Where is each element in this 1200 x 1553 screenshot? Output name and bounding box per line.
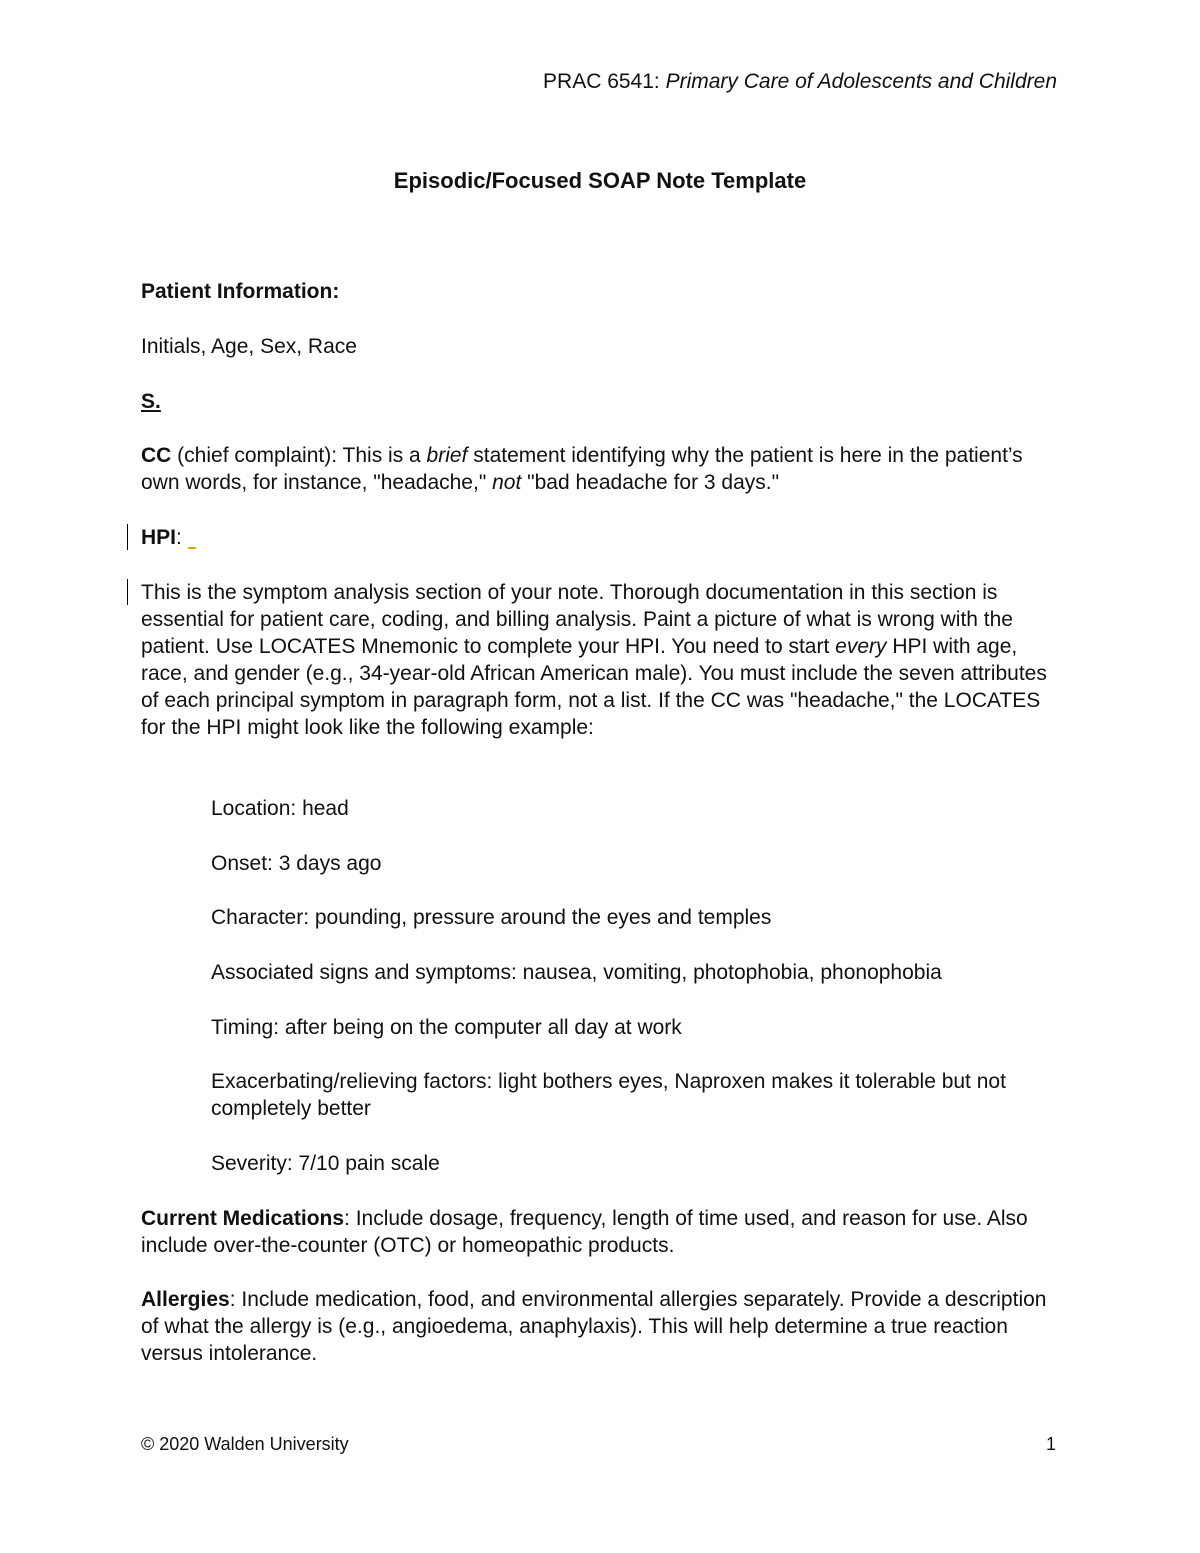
hpi-heading [141,524,1061,551]
medications-paragraph [141,1205,1061,1259]
patient-info-heading: Patient Information: [141,280,340,303]
medications-text: : Include dosage, frequency, length of time used, and reason for use. Also include over-the-counter (OTC) or homeopathic products. [141,1207,1028,1257]
cc-text-not: not [492,471,522,494]
locates-item: Timing: after being on the computer all day at work [211,1016,682,1039]
hpi-label: HPI [141,526,177,549]
hpi-text-every: every [835,635,887,658]
revision-bar [127,524,128,550]
hpi-paragraph [141,579,1061,741]
course-name: Primary Care of Adolescents and Children [665,70,1057,93]
allergies-label: Allergies [141,1288,230,1311]
footer-copyright: © 2020 Walden University [141,1434,349,1454]
hpi-text-c: HPI with age, race, and gender (e.g., 34-year-old African American male). You must include the seven attributes of each principal symptom in paragraph form, not a list. If the CC was "headache," the LOCATES for the HPI might look like the following example: [141,635,1047,739]
allergies-text: : Include medication, food, and environmental allergies separately. Provide a description of what the allergy is (e.g., angioedema, anaphylaxis). This will help determine a true reaction versus intolerance. [141,1288,1047,1365]
hpi-colon: : [176,526,182,549]
medications-label: Current Medications [141,1207,345,1230]
footer-page-number: 1 [1046,1434,1057,1454]
subjective-label: S. [141,390,161,413]
allergies-paragraph [141,1286,1061,1367]
locates-item: Onset: 3 days ago [211,852,382,875]
comment-marker [188,547,196,549]
locates-item: Location: head [211,797,349,820]
locates-item: Severity: 7/10 pain scale [211,1152,440,1175]
hpi-text-a: This is the symptom analysis section of your note. Thorough documentation in this section is essential for patient care, coding, and billing analysis. Paint a picture of what is wrong with the patient. Use LOCATES Mnemonic to complete your HPI. You need to start [141,581,1013,658]
patient-info-fields: Initials, Age, Sex, Race [141,335,357,358]
cc-paragraph [141,442,1061,496]
locates-item: Associated signs and symptoms: nausea, vomiting, photophobia, phonophobia [211,961,942,984]
revision-bar [127,579,128,605]
cc-label: CC [141,444,172,467]
document-title: Episodic/Focused SOAP Note Template [393,168,807,193]
cc-text-a: (chief complaint): This is a [171,444,427,467]
course-code: PRAC 6541: [543,70,666,93]
locates-item: Character: pounding, pressure around the eyes and temples [211,906,772,929]
cc-text-c: statement identifying why the patient is here in the patient’s own words, for instance, "headache," [141,444,1023,494]
cc-text-brief: brief [426,444,468,467]
page-header [543,70,1057,94]
locates-item: Exacerbating/relieving factors: light bothers eyes, Naproxen makes it tolerable but not completely better [211,1070,1006,1120]
cc-text-e: "bad headache for 3 days." [521,471,780,494]
